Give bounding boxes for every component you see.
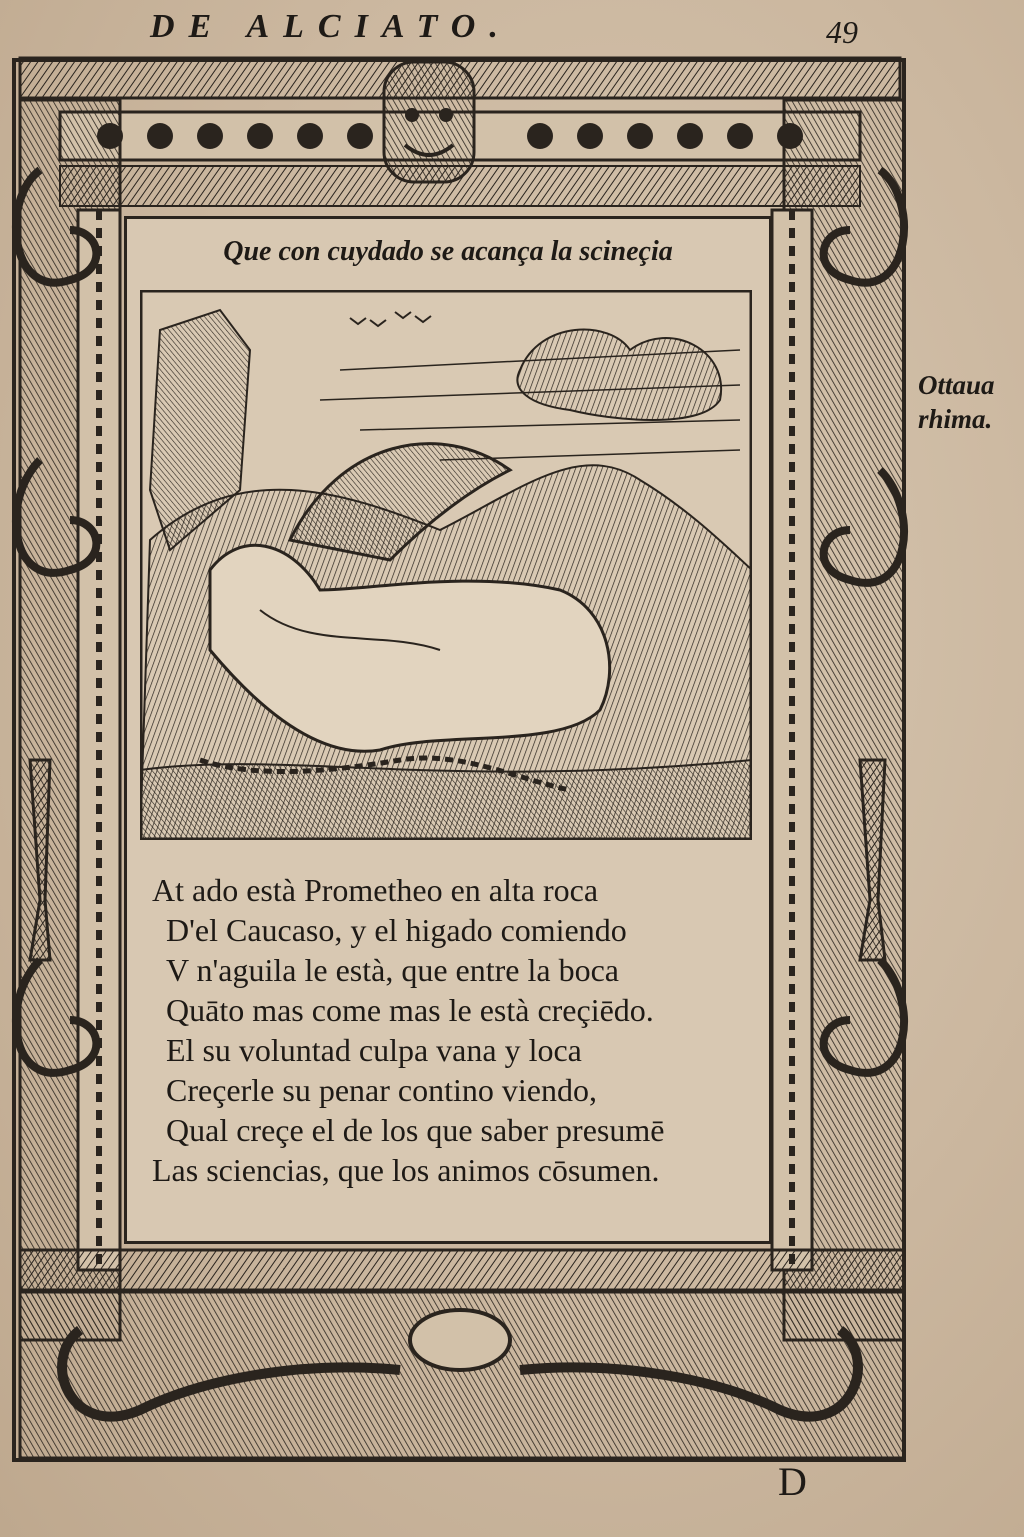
verse-line: D'el Caucaso, y el higado comiendo bbox=[166, 912, 627, 948]
verse-line: Quāto mas come mas le està creçiēdo. bbox=[166, 992, 654, 1028]
page-number: 49 bbox=[826, 14, 858, 50]
emblem-motto: Que con cuydado se acança la scineçia bbox=[223, 236, 673, 267]
margin-note bbox=[918, 368, 1018, 436]
emblem-verse bbox=[152, 870, 772, 1190]
verse-line: At ado està Prometheo en alta roca bbox=[152, 872, 599, 908]
cloud bbox=[517, 330, 721, 420]
woodcut-illustration bbox=[140, 290, 752, 840]
verse-line: El su voluntad culpa vana y loca bbox=[166, 1032, 582, 1068]
margin-note-line: Ottaua bbox=[918, 370, 995, 400]
verse-line: V n'aguila le està, que entre la boca bbox=[166, 952, 619, 988]
verse-line: Qual creçe el de los que saber presumē bbox=[166, 1112, 665, 1148]
grotesque-mask bbox=[384, 62, 474, 182]
verse-line: Creçerle su penar contino viendo, bbox=[166, 1072, 597, 1108]
margin-note-line: rhima. bbox=[918, 404, 993, 434]
signature-mark: D bbox=[778, 1459, 807, 1504]
verse-line: Las sciencias, que los animos cōsumen. bbox=[152, 1152, 660, 1188]
running-head: DE ALCIATO. bbox=[150, 8, 512, 45]
